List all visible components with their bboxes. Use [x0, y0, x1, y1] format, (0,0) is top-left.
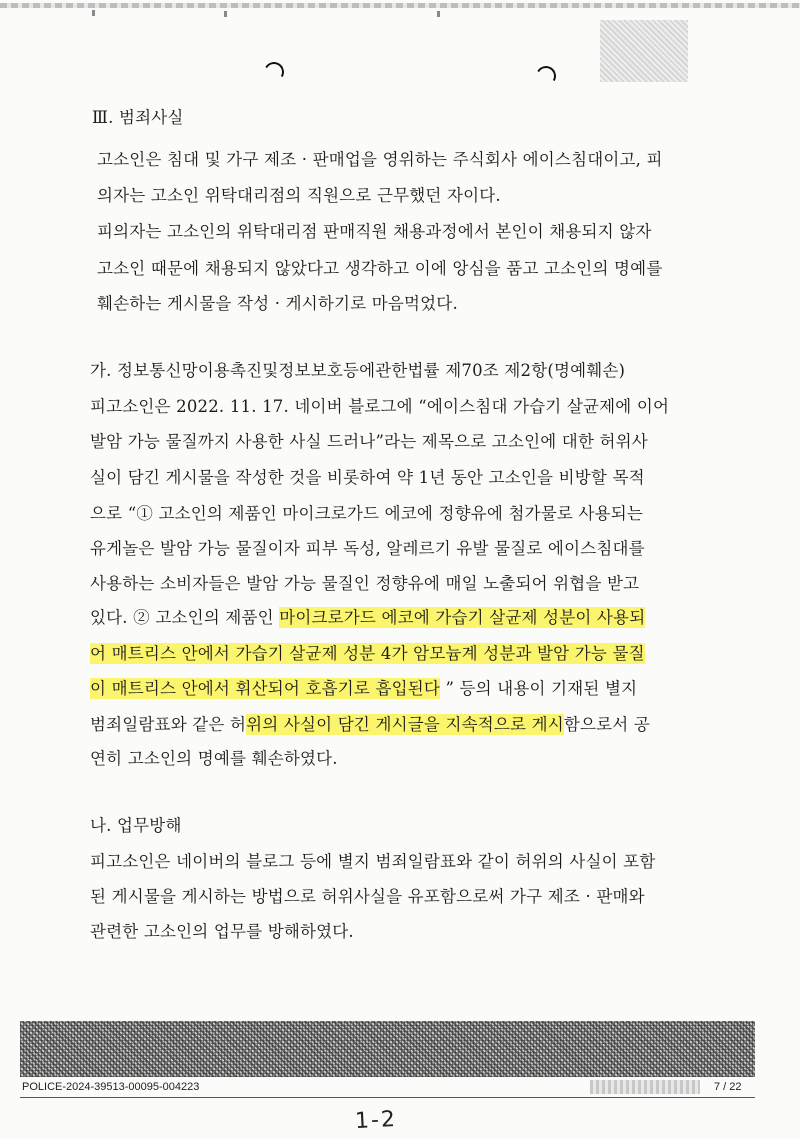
paragraph-line — [90, 675, 637, 699]
binder-hole-mark — [534, 64, 558, 88]
paragraph-line: 발암 가능 물질까지 사용한 사실 드러나”라는 제목으로 고소인에 대한 허위사 — [90, 432, 648, 451]
scan-tick — [224, 11, 227, 17]
document-id: POLICE-2024-39513-00095-004223 — [22, 1081, 200, 1093]
paragraph-line — [90, 604, 645, 628]
top-scan-border — [0, 3, 800, 8]
paragraph-line: 실이 담긴 게시물을 작성한 것을 비롯하여 약 1년 동안 고소인을 비방할 목적 — [90, 468, 645, 487]
paragraph-line: 의자는 고소인 위탁대리점의 직원으로 근무했던 자이다. — [97, 186, 501, 205]
scan-tick — [437, 11, 440, 17]
line-text: 있다. ② 고소인의 제품인 — [90, 608, 280, 627]
line-text: ” 등의 내용이 기재된 별지 — [440, 679, 638, 698]
line-text: 함으로서 공 — [563, 715, 651, 734]
redacted-barcode-area — [20, 1021, 755, 1077]
section-heading: Ⅲ. 범죄사실 — [92, 108, 184, 127]
paragraph-line — [90, 640, 645, 664]
paragraph-line: 피고소인은 2022. 11. 17. 네이버 블로그에 “에이스침대 가습기 살균제에 이어 — [90, 397, 670, 416]
highlighted-text: 마이크로가드 에코에 가습기 살균제 성분이 사용되 — [279, 608, 646, 627]
subsection-heading: 가. 정보통신망이용촉진및정보보호등에관한법률 제70조 제2항(명예훼손) — [90, 361, 626, 380]
footer-divider — [20, 1097, 755, 1098]
subsection-heading: 나. 업무방해 — [90, 816, 182, 835]
paragraph-line: 연히 고소인의 명예를 훼손하였다. — [90, 749, 338, 768]
highlighted-text: 어 매트리스 안에서 가습기 살균제 성분 4가 암모늄계 성분과 발암 가능 물질 — [90, 644, 645, 663]
paragraph-line: 고소인 때문에 채용되지 않았다고 생각하고 이에 앙심을 품고 고소인의 명예를 — [97, 259, 663, 278]
page-number: 7 / 22 — [714, 1081, 742, 1093]
binder-hole-mark — [262, 60, 286, 84]
line-text: 범죄일람표와 같은 허 — [90, 715, 247, 734]
paragraph-line: 훼손하는 게시물을 작성 · 게시하기로 마음먹었다. — [97, 294, 458, 313]
paragraph-line: 관련한 고소인의 업무를 방해하였다. — [90, 922, 354, 941]
redacted-stamp-area — [600, 20, 688, 82]
paragraph-line: 된 게시물을 게시하는 방법으로 허위사실을 유포함으로써 가구 제조 · 판매와 — [90, 887, 645, 906]
paragraph-line: 피의자는 고소인의 위탁대리점 판매직원 채용과정에서 본인이 채용되지 않자 — [97, 222, 652, 241]
paragraph-line: 피고소인은 네이버의 블로그 등에 별지 범죄일람표와 같이 허위의 사실이 포함 — [90, 852, 656, 871]
paragraph-line: 고소인은 침대 및 가구 제조 · 판매업을 영위하는 주식회사 에이스침대이고, 피 — [97, 150, 663, 169]
scan-tick — [92, 10, 95, 16]
blurred-timestamp — [590, 1080, 700, 1094]
handwritten-page-mark: 1-2 — [354, 1106, 398, 1135]
paragraph-line — [90, 711, 650, 735]
paragraph-line: 으로 “① 고소인의 제품인 마이크로가드 에코에 정향유에 첨가물로 사용되는 — [90, 504, 644, 523]
paragraph-line: 유게놀은 발암 가능 물질이자 피부 독성, 알레르기 유발 물질로 에이스침대를 — [90, 539, 645, 558]
highlighted-text: 위의 사실이 담긴 게시글을 지속적으로 게시 — [246, 715, 564, 734]
highlighted-text: 이 매트리스 안에서 휘산되어 호흡기로 흡입된다 — [90, 679, 441, 698]
paragraph-line: 사용하는 소비자들은 발암 가능 물질인 정향유에 매일 노출되어 위협을 받고 — [90, 574, 640, 593]
